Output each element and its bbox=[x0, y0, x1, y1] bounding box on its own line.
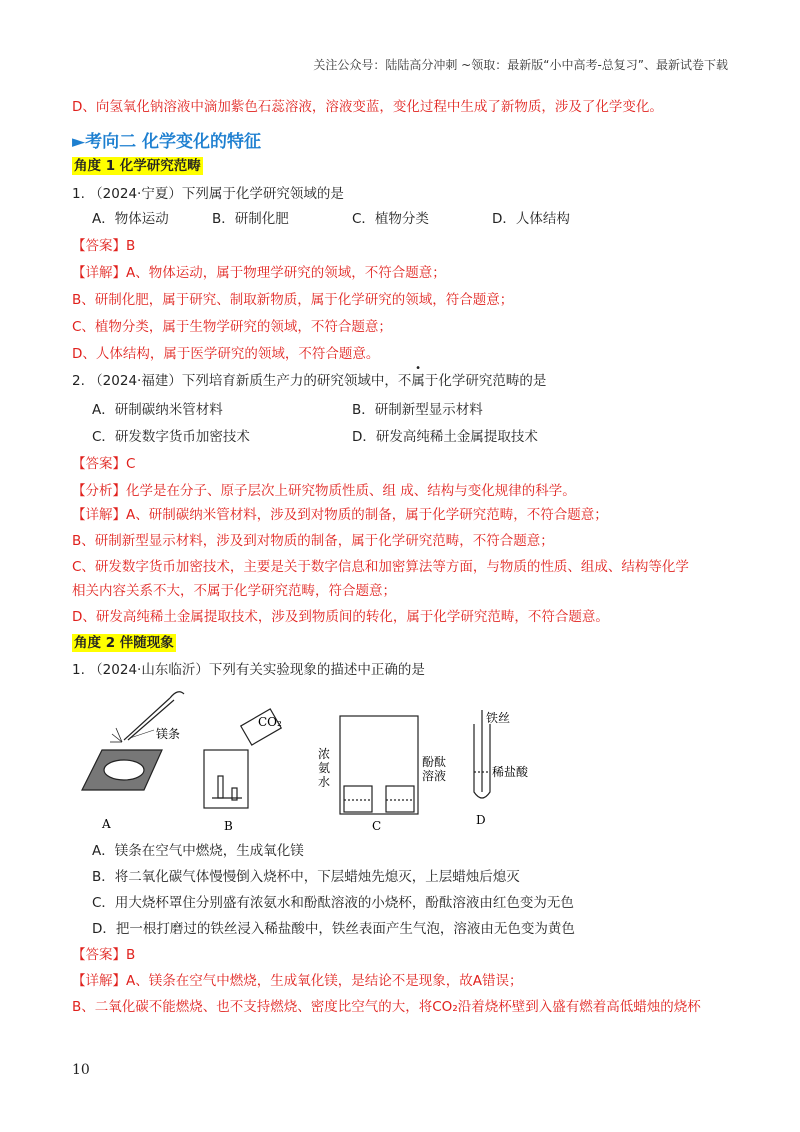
section-title: ►考向二 化学变化的特征 bbox=[72, 132, 261, 152]
q1-detail-d: D、人体结构，属于医学研究的领域，不符合题意。 bbox=[72, 346, 380, 362]
a2-option-a: A．镁条在空气中燃烧，生成氧化镁 bbox=[92, 843, 304, 859]
q1-detail-a: 【详解】A、物体运动，属于物理学研究的领域，不符合题意； bbox=[72, 265, 446, 281]
figure-c bbox=[340, 716, 418, 814]
q2-stem-suffix: 化学研究范畴的是 bbox=[438, 373, 547, 389]
q1-detail-c: C、植物分类，属于生物学研究的领域，不符合题意； bbox=[72, 319, 392, 335]
q2-answer: 【答案】C bbox=[72, 456, 136, 472]
header-note: 关注公众号：陆陆高分冲刺 ~领取：最新版“小中高考-总复习”、最新试卷下载 bbox=[313, 58, 728, 72]
q2-stem bbox=[72, 372, 546, 390]
label-co2: CO₂ bbox=[258, 715, 282, 729]
hand-icon bbox=[170, 692, 184, 698]
q1-option-b: B．研制化肥 bbox=[212, 211, 289, 227]
prev-answer-d: D、向氢氧化钠溶液中滴加紫色石蕊溶液，溶液变蓝，变化过程中生成了新物质，涉及了化学变化。 bbox=[72, 99, 663, 115]
label-phenol-1: 酚酞 bbox=[422, 755, 447, 769]
a2-detail-b: B、二氧化碳不能燃烧、也不支持燃烧、密度比空气的大，将CO₂沿着烧杯壁到入盛有燃着高低蜡烛的烧杯 bbox=[72, 999, 701, 1015]
experiment-figure bbox=[72, 680, 592, 840]
q2-option-b: B．研制新型显示材料 bbox=[352, 402, 483, 418]
q1-option-d: D．人体结构 bbox=[492, 211, 570, 227]
candle-tall bbox=[218, 776, 223, 798]
label-d: D bbox=[476, 813, 486, 827]
q2-stem-prefix: 2. （2024·福建）下列培育新质生产力的研究领域中， bbox=[72, 373, 398, 389]
label-ammonia-1: 浓 bbox=[318, 747, 331, 761]
q2-detail-b: B、研制新型显示材料，涉及到对物质的制备，属于化学研究范畴，不符合题意； bbox=[72, 533, 554, 549]
q1-detail-b: B、研制化肥，属于研究、制取新物质，属于化学研究的领域，符合题意； bbox=[72, 292, 514, 308]
small-beaker-phenol bbox=[386, 786, 414, 812]
q1-answer: 【答案】B bbox=[72, 238, 136, 254]
a2-q1-stem: 1. （2024·山东临沂）下列有关实验现象的描述中正确的是 bbox=[72, 662, 425, 678]
q2-detail-a: 【详解】A、研制碳纳米管材料，涉及到对物质的制备，属于化学研究范畴，不符合题意； bbox=[72, 507, 608, 523]
label-ammonia-2: 氨 bbox=[318, 761, 331, 775]
q2-detail-c: C、研发数字货币加密技术，主要是关于数字信息和加密算法等方面，与物质的性质、组成、结构等化学 bbox=[72, 559, 689, 575]
label-phenol-2: 溶液 bbox=[422, 769, 447, 783]
angle2-label: 角度 2 伴随现象 bbox=[74, 635, 174, 651]
a2-option-b: B．将二氧化碳气体慢慢倒入烧杯中，下层蜡烛先熄灭，上层蜡烛后熄灭 bbox=[92, 869, 520, 885]
small-beaker-ammonia bbox=[344, 786, 372, 812]
label-mg: 镁条 bbox=[156, 727, 181, 741]
large-beaker bbox=[340, 716, 418, 814]
q2-option-a: A．研制碳纳米管材料 bbox=[92, 402, 223, 418]
a2-option-d: D．把一根打磨过的铁丝浸入稀盐酸中，铁丝表面产生气泡，溶液由无色变为黄色 bbox=[92, 921, 575, 937]
a2-option-c: C．用大烧杯罩住分别盛有浓氨水和酚酞溶液的小烧杯，酚酞溶液由红色变为无色 bbox=[92, 895, 574, 911]
q1-option-a: A．物体运动 bbox=[92, 211, 169, 227]
a2-answer: 【答案】B bbox=[72, 947, 136, 963]
label-ammonia-3: 水 bbox=[318, 775, 331, 789]
label-a: A bbox=[102, 817, 111, 831]
page-number: 10 bbox=[72, 1062, 90, 1078]
a2-detail-a: 【详解】A、镁条在空气中燃烧，生成氧化镁，是结论不是现象，故A错误； bbox=[72, 973, 523, 989]
angle1-label: 角度 1 化学研究范畴 bbox=[74, 158, 201, 174]
q2-option-c: C．研发数字货币加密技术 bbox=[92, 429, 250, 445]
label-c: C bbox=[372, 819, 382, 833]
label-acid: 稀盐酸 bbox=[492, 765, 529, 779]
q2-analysis: 【分析】化学是在分子、原子层次上研究物质性质、组 成、结构与变化规律的科学。 bbox=[72, 483, 576, 499]
q1-option-c: C．植物分类 bbox=[352, 211, 429, 227]
q2-detail-c-cont: 相关内容关系不大，不属于化学研究范畴，符合题意； bbox=[72, 583, 396, 599]
mesh-circle bbox=[104, 760, 144, 780]
q2-detail-d: D、研发高纯稀土金属提取技术，涉及到物质间的转化，属于化学研究范畴，不符合题意。 bbox=[72, 609, 609, 625]
q2-option-d: D．研发高纯稀土金属提取技术 bbox=[352, 429, 538, 445]
label-b: B bbox=[224, 819, 233, 833]
q1-stem: 1. （2024·宁夏）下列属于化学研究领域的是 bbox=[72, 186, 344, 202]
label-wire: 铁丝 bbox=[486, 711, 511, 725]
q2-stem-emphasis: 不属于 bbox=[397, 373, 439, 389]
beaker-b bbox=[204, 750, 248, 808]
